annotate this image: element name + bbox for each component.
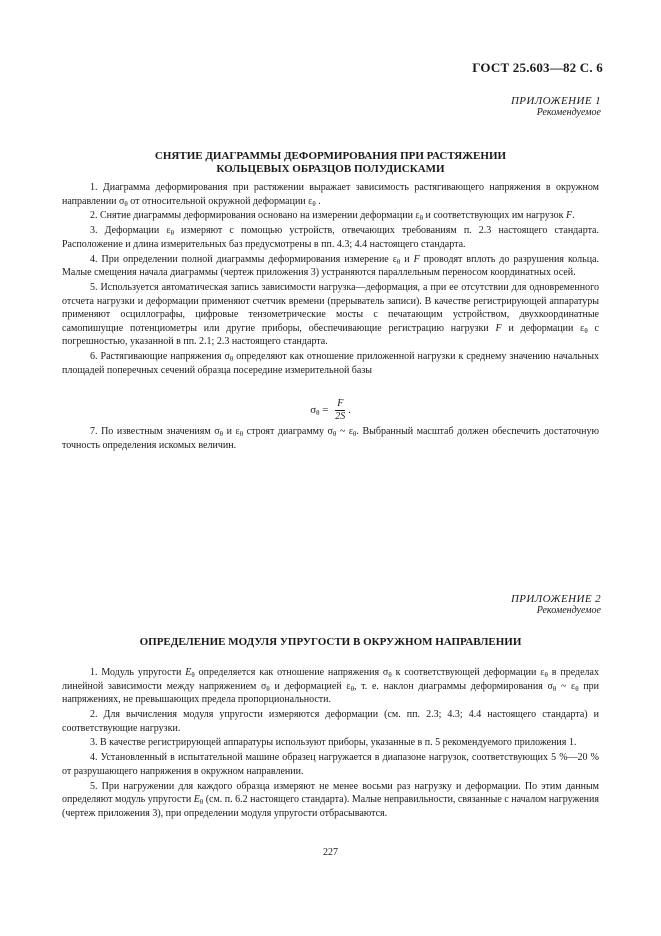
formula-fraction: $\frac{F}{2S}$ (335, 398, 346, 422)
appendix-2-body (62, 666, 599, 820)
paragraph-2-4: 4. Установленный в испытательной машине образец нагружается в диапазоне нагрузок, соответствующих 5 %—20 % от разрушающего напряжения в окружном направлении. (62, 752, 599, 777)
paragraph-1: 1. Диаграмма деформирования при растяжении выражает зависимость растягивающего напряжения в окружном направлении $\sigma_\theta$ от относительной окружной деформации $\varepsilon_\theta$ . (62, 182, 599, 208)
paragraph-2-5: 5. При нагружении для каждого образца измеряют не менее восьми раз нагрузку и деформации. По этим данным определяют модуль упругости $E_\theta$ (см. п. 6.2 настоящего стандарта). Малые неправильности, связанные с началом нагружения (чертеж приложения 3), при определении модуля упругости отбрасываются. (62, 780, 599, 819)
appendix-1-number: ПРИЛОЖЕНИЕ 1 (510, 95, 601, 107)
paragraph-3: 3. Деформации $\varepsilon_\theta$ измеряют с помощью устройств, отвечающих требованиям п. 2.3 настоящего стандарта. Расположение и длина измерительных баз предусмотрены в пп. 4.3; 4.4 настоящего стандарта. (62, 225, 599, 250)
appendix-2-number: ПРИЛОЖЕНИЕ 2 (510, 593, 601, 605)
appendix-2-title: ОПРЕДЕЛЕНИЕ МОДУЛЯ УПРУГОСТИ В ОКРУЖНОМ НАПРАВЛЕНИИ (139, 636, 522, 648)
paragraph-4: 4. При определении полной диаграммы деформирования измерение $\varepsilon_\theta$ и F проводят вплоть до разрушения кольца. Малые смещения начала диаграммы (чертеж приложения 3) устраняются параллельным переносом координатных осей. (62, 253, 600, 279)
paragraph-7: 7. По известным значениям $\sigma_\theta$ и $\varepsilon_\theta$ строят диаграмму $\sigma_\theta$ ~ $\varepsilon_\theta$. Выбранный масштаб должен обеспечить достаточную точность определения искомых величин. (62, 426, 599, 451)
appendix-1-title (70, 150, 591, 176)
stress-formula: $\sigma_\theta$ = $\frac{F}{2S}$ . (310, 398, 351, 422)
standard-header: ГОСТ 25.603—82 С. 6 (472, 60, 603, 75)
appendix-1-label (511, 95, 601, 119)
paragraph-2-3: 3. В качестве регистрирующей аппаратуры используют приборы, указанные в п. 5 рекомендуемого приложения 1. (90, 737, 577, 749)
paragraph-2-2: 2. Для вычисления модуля упругости измеряются деформации (см. пп. 2.3; 4.3; 4.4 настоящего стандарта) и соответствующие нагрузки. (62, 708, 599, 734)
appendix-1-title-line: СНЯТИЕ ДИАГРАММЫ ДЕФОРМИРОВАНИЯ ПРИ РАСТЯЖЕНИИ (154, 150, 507, 162)
paragraph-2-1: 1. Модуль упругости $E_\theta$ определяется как отношение напряжения $\sigma_\theta$ к соответствующей деформации $\varepsilon_\theta$ в пределах линейной зависимости между напряжением $\sigma_\theta$ и деформацией $\varepsilon_\theta$, т. е. наклон диаграммы деформирования $\sigma_\theta$ ~ $\varepsilon_\theta$ при напряжениях, не превышающих предела пропорциональности. (62, 667, 600, 706)
appendix-1-body-end (62, 425, 599, 452)
appendix-1-status: Рекомендуемое (536, 107, 601, 118)
appendix-1-title-line: КОЛЬЦЕВЫХ ОБРАЗЦОВ ПОЛУДИСКАМИ (216, 163, 445, 175)
appendix-2-label (511, 593, 601, 617)
appendix-2-status: Рекомендуемое (536, 605, 601, 616)
page-number: 227 (323, 847, 338, 858)
paragraph-2: 2. Снятие диаграммы деформирования основано на измерении деформации $\varepsilon_\theta$ и соответствующих им нагрузок F. (90, 210, 575, 223)
appendix-1-body (62, 181, 599, 377)
paragraph-6: 6. Растягивающие напряжения $\sigma_\theta$ определяют как отношение приложенной нагрузки к среднему значению начальных площадей поперечных сечений образца посередине измерительной базы (62, 351, 599, 376)
paragraph-5: 5. Используется автоматическая запись зависимости нагрузка—деформация, а при ее отсутствии для одновременного отсчета нагрузки и деформации применяют счетчик времени (прерыватель записи). В качестве регистрирующей аппаратуры применяют осциллографы, цифровые тензометрические мосты с печатающим устройством, двухкоординатные самопишущие потенциометры или другие приборы, обеспечивающие регистрацию нагрузки F и деформации $\varepsilon_\theta$ с погрешностью, указанной в пп. 2.1; 2.3 настоящего стандарта. (62, 281, 599, 348)
